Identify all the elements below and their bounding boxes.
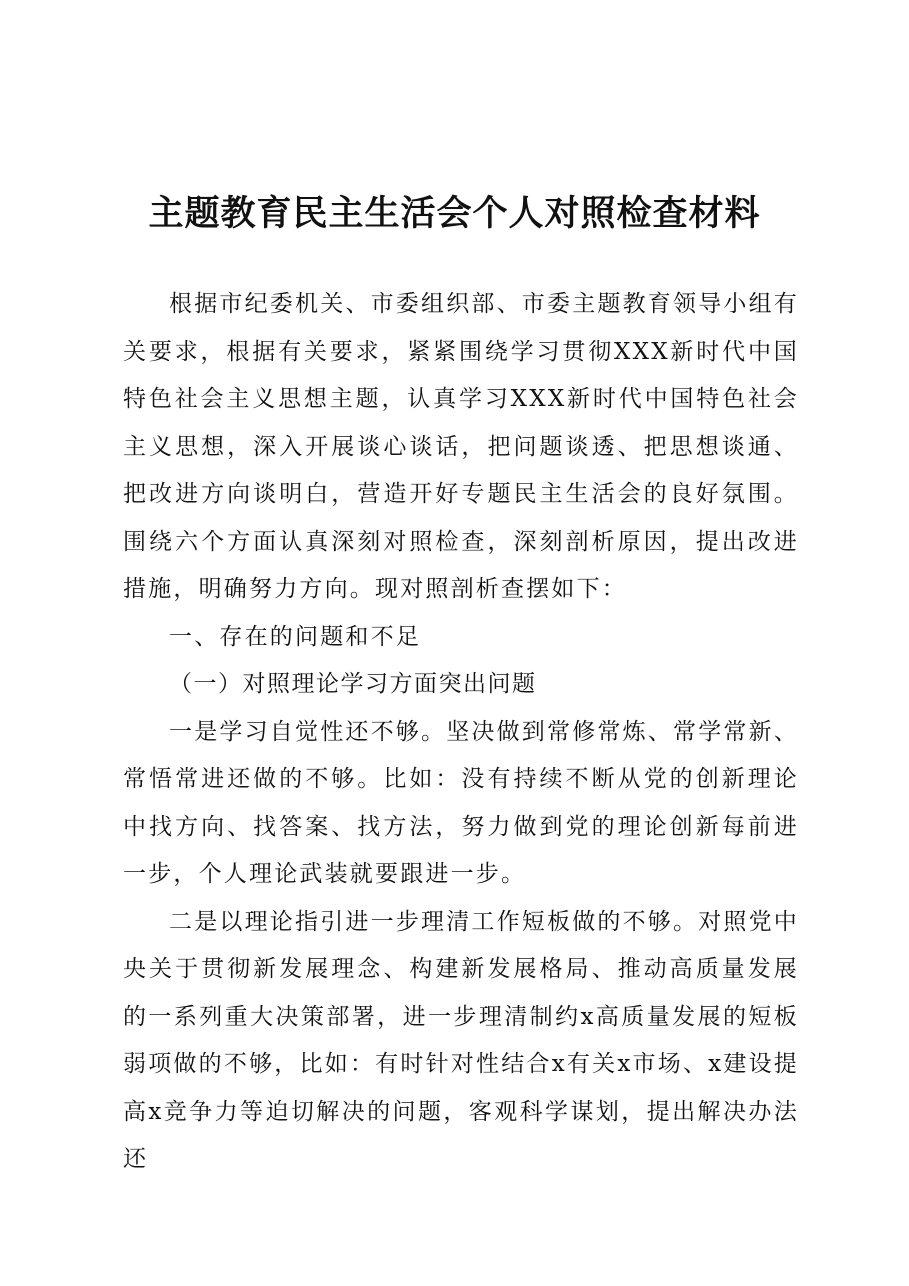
- intro-paragraph: 根据市纪委机关、市委组织部、市委主题教育领导小组有关要求，根据有关要求，紧紧围绕学习贯彻XXX新时代中国特色社会主义思想主题，认真学习XXX新时代中国特色社会主义思想，深入开展谈心谈话，把问题谈透、把思想谈通、把改进方向谈明白，营造开好专题民主生活会的良好氛围。围绕六个方面认真深刻对照检查，深刻剖析原因，提出改进措施，明确努力方向。现对照剖析查摆如下：: [123, 291, 799, 602]
- issue-paragraph-1: 一是学习自觉性还不够。坚决做到常修常炼、常学常新、常悟常进还做的不够。比如：没有持续不断从党的创新理论中找方向、找答案、找方法，努力做到党的理论创新每前进一步，个人理论武装就要跟进一步。: [123, 718, 799, 887]
- subsection-heading: （一）对照理论学习方面突出问题: [169, 671, 537, 697]
- section-heading: 一、存在的问题和不足: [169, 623, 421, 650]
- document-title: 主题教育民主生活会个人对照检查材料: [148, 193, 761, 234]
- document-body: [123, 281, 799, 1184]
- issue-paragraph-2: 二是以理论指引进一步理清工作短板做的不够。对照党中央关于贯彻新发展理念、构建新发展格局、推动高质量发展的一系列重大决策部署，进一步理清制约x高质量发展的短板弱项做的不够，比如：有时针对性结合x有关x市场、x建设提高x竞争力等迫切解决的问题，客观科学谋划，提出解决办法还: [123, 908, 799, 1172]
